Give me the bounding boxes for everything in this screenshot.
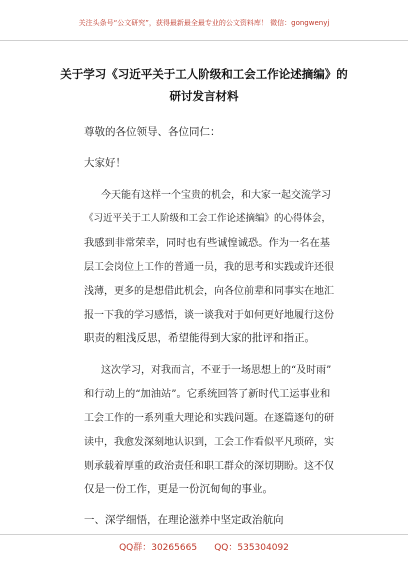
- body-line: 和行动上的“加油站”。它系统回答了新时代工运事业和: [84, 388, 331, 400]
- body-line: 《习近平关于工人阶级和工会工作论述摘编》的心得体会，: [84, 213, 332, 224]
- document-title-line-1: 关于学习《习近平关于工人阶级和工会工作论述摘编》的: [60, 67, 348, 81]
- header-notice: 关注头条号“公文研究”，获得最新最全最专业的公文资料库！ 微信：gongwenyj: [78, 19, 330, 27]
- body-line: 层工会岗位上工作的普通一员，我的思考和实践或许还很: [84, 262, 334, 273]
- footer-contact: QQ群：30265665 QQ：535304092: [119, 543, 289, 553]
- body-line: 浅薄，更多的是想借此机会，向各位前辈和同事实在地汇: [84, 286, 334, 297]
- body-line: 报一下我的学习感悟，谈一谈我对于如何更好地履行这份: [84, 310, 334, 321]
- greeting: 大家好！: [84, 157, 126, 169]
- body-line: 今天能有这样一个宝贵的机会，和大家一起交流学习: [101, 190, 331, 201]
- body-line: 则承载着厚重的政治责任和职工群众的深切期盼。这不仅: [84, 461, 334, 472]
- body-line: 这次学习，对我而言，不亚于一场思想上的“及时雨”: [101, 365, 332, 376]
- body-line: 我感到非常荣幸，同时也有些诚惶诚恐。作为一名在基: [84, 237, 331, 249]
- body-line: 工会工作的一系列重大理论和实践问题。在逐篇逐句的研: [84, 413, 334, 424]
- document-title-line-2: 研讨发言材料: [169, 89, 239, 103]
- body-line: 仅是一份工作，更是一份沉甸甸的事业。: [84, 483, 273, 495]
- body-line: 读中，我愈发深刻地认识到，工会工作看似平凡琐碎，实: [84, 437, 334, 448]
- salutation: 尊敬的各位领导、各位同仁：: [84, 126, 221, 138]
- section-heading: 一、深学细悟，在理论滋养中坚定政治航向: [84, 514, 284, 526]
- body-line: 职责的粗浅反思，希望能得到大家的批评和指正。: [84, 332, 315, 344]
